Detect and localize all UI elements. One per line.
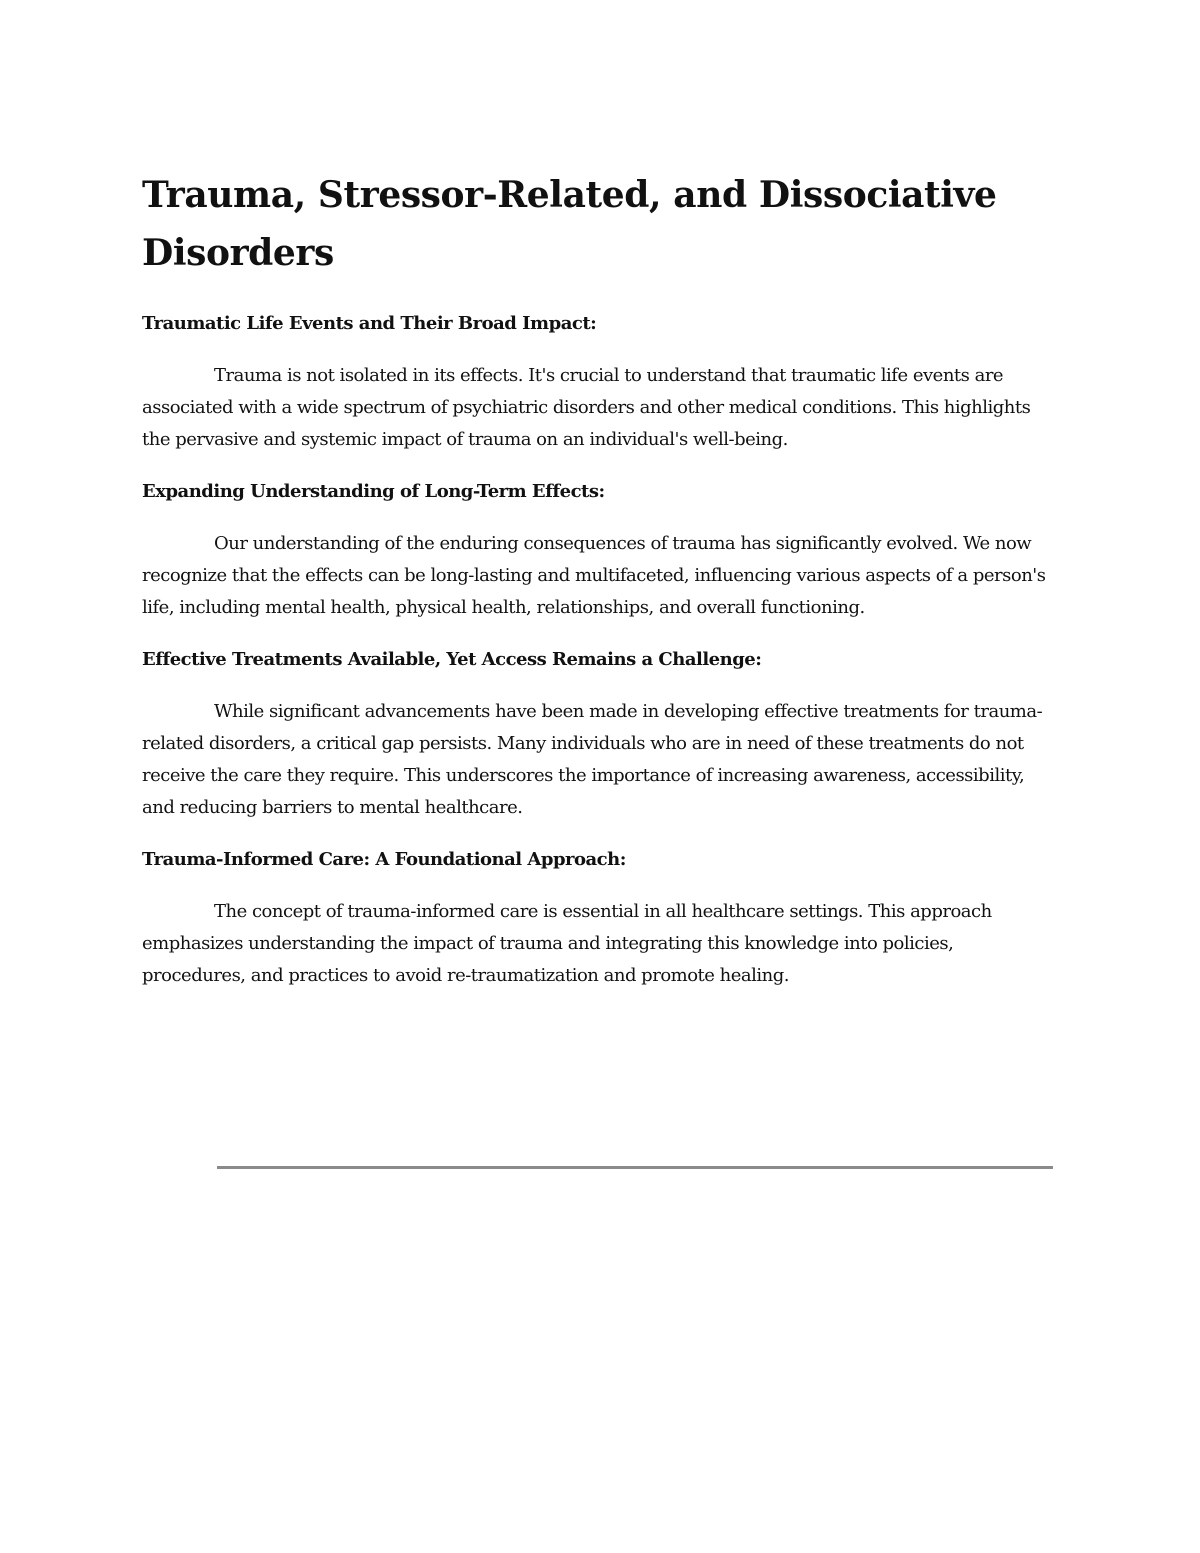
section-heading: Trauma-Informed Care: A Foundational Approach:: [142, 849, 626, 870]
section-traumatic-life-events: [142, 308, 1054, 456]
section-body: Trauma is not isolated in its effects. It's crucial to understand that traumatic life events are associated with a wide spectrum of psychiatric disorders and other medical conditions. This highlights the pervasive and systemic impact of trauma on an individual's well-being.: [142, 365, 1031, 450]
section-heading: Traumatic Life Events and Their Broad Impact:: [142, 313, 597, 334]
section-long-term-effects: [142, 476, 1054, 624]
section-heading: Effective Treatments Available, Yet Access Remains a Challenge:: [142, 649, 762, 670]
horizontal-divider: [217, 1166, 1053, 1169]
section-heading: Expanding Understanding of Long-Term Effects:: [142, 481, 605, 502]
document-title: Trauma, Stressor-Related, and Dissociative Disorders: [142, 174, 997, 274]
section-body: Our understanding of the enduring consequences of trauma has significantly evolved. We now recognize that the effects can be long-lasting and multifaceted, influencing various aspects of a person's life, including mental health, physical health, relationships, and overall functioning.: [142, 533, 1046, 618]
document-content: [142, 166, 1054, 1012]
section-body: The concept of trauma-informed care is essential in all healthcare settings. This approach emphasizes understanding the impact of trauma and integrating this knowledge into policies, procedures, and practices to avoid re-traumatization and promote healing.: [142, 901, 992, 986]
section-effective-treatments: [142, 644, 1054, 824]
section-trauma-informed-care: [142, 844, 1054, 992]
section-body: While significant advancements have been made in developing effective treatments for trauma-related disorders, a critical gap persists. Many individuals who are in need of these treatments do not receive the care they require. This underscores the importance of increasing awareness, accessibility, and reducing barriers to mental healthcare.: [142, 701, 1043, 818]
